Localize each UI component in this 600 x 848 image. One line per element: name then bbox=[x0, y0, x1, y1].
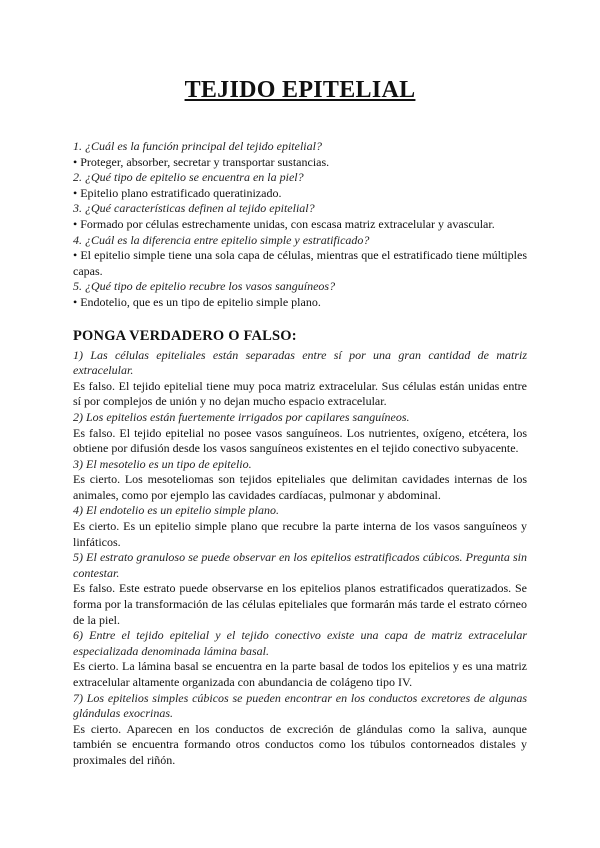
answer-1: • Proteger, absorber, secretar y transportar sustancias. bbox=[73, 154, 330, 169]
statement-answer-4: Es cierto. Es un epitelio simple plano que recubre la parte interna de los vasos sanguíneos y linfáticos. bbox=[73, 519, 527, 549]
statement-7: 7) Los epitelios simples cúbicos se pueden encontrar en los conductos excretores de algunas glándulas exocrinas. bbox=[73, 690, 527, 721]
statement-answer-3: Es cierto. Los mesoteliomas son tejidos epiteliales que delimitan cavidades internas de los animales, como por ejemplo las cavidades cardíacas, pulmonar y abdominal. bbox=[73, 472, 527, 502]
document-title: TEJIDO EPITELIAL bbox=[184, 77, 416, 103]
statement-answer-5: Es falso. Este estrato puede observarse en los epitelios planos estratificados queratizados. Se forma por la transformación de las células epiteliales que formarán más tarde el estrato córneo de la piel. bbox=[73, 581, 527, 627]
statement-2: 2) Los epitelios están fuertemente irrigados por capilares sanguíneos. bbox=[73, 409, 410, 424]
statement-3: 3) El mesotelio es un tipo de epitelio. bbox=[73, 456, 252, 471]
statement-1: 1) Las células epiteliales están separadas entre sí por una gran cantidad de matriz extracelular. bbox=[73, 347, 527, 378]
statement-6: 6) Entre el tejido epitelial y el tejido conectivo existe una capa de matriz extracelular especializada denominada lámina basal. bbox=[73, 628, 527, 658]
questions-section bbox=[73, 139, 527, 311]
answer-5: • Endotelio, que es un tipo de epitelio simple plano. bbox=[73, 294, 321, 309]
statement-answer-1: Es falso. El tejido epitelial tiene muy poca matriz extracelular. Sus células están unidas entre sí por complejos de unión y no dejan mucho espacio extracelular. bbox=[73, 378, 527, 409]
statement-answer-2: Es falso. El tejido epitelial no posee vasos sanguíneos. Los nutrientes, oxígeno, etcétera, los obtiene por difusión desde los vasos sanguíneos existentes en el tejido conectivo subyacente. bbox=[73, 425, 527, 456]
statement-answer-6: Es cierto. La lámina basal se encuentra en la parte basal de todos los epitelios y es una matriz extracelular altamente organizada con abundancia de colágeno tipo IV. bbox=[73, 659, 527, 689]
section-title: PONGA VERDADERO O FALSO: bbox=[73, 327, 297, 344]
question-5: 5. ¿Qué tipo de epitelio recubre los vasos sanguíneos? bbox=[73, 279, 336, 294]
answer-3: • Formado por células estrechamente unidas, con escasa matriz extracelular y avascular. bbox=[73, 216, 495, 231]
statement-5: 5) El estrato granuloso se puede observar en los epitelios estratificados cúbicos. Pregunta sin contestar. bbox=[73, 550, 527, 580]
question-1: 1. ¿Cuál es la función principal del tejido epitelial? bbox=[73, 139, 322, 153]
question-3: 3. ¿Qué características definen al tejido epitelial? bbox=[73, 201, 315, 216]
statement-answer-7: Es cierto. Aparecen en los conductos de excreción de glándulas como la saliva, aunque también se encuentra formando otros conductos como los túbulos contorneados distales y proximales del riñón. bbox=[73, 721, 527, 767]
answer-4: • El epitelio simple tiene una sola capa de células, mientras que el estratificado tiene múltiples capas. bbox=[73, 248, 527, 278]
statement-4: 4) El endotelio es un epitelio simple plano. bbox=[73, 503, 279, 518]
question-2: 2. ¿Qué tipo de epitelio se encuentra en la piel? bbox=[73, 170, 304, 185]
answer-2: • Epitelio plano estratificado queratinizado. bbox=[73, 185, 282, 200]
question-4: 4. ¿Cuál es la diferencia entre epitelio simple y estratificado? bbox=[73, 232, 370, 247]
true-false-section bbox=[73, 348, 527, 769]
